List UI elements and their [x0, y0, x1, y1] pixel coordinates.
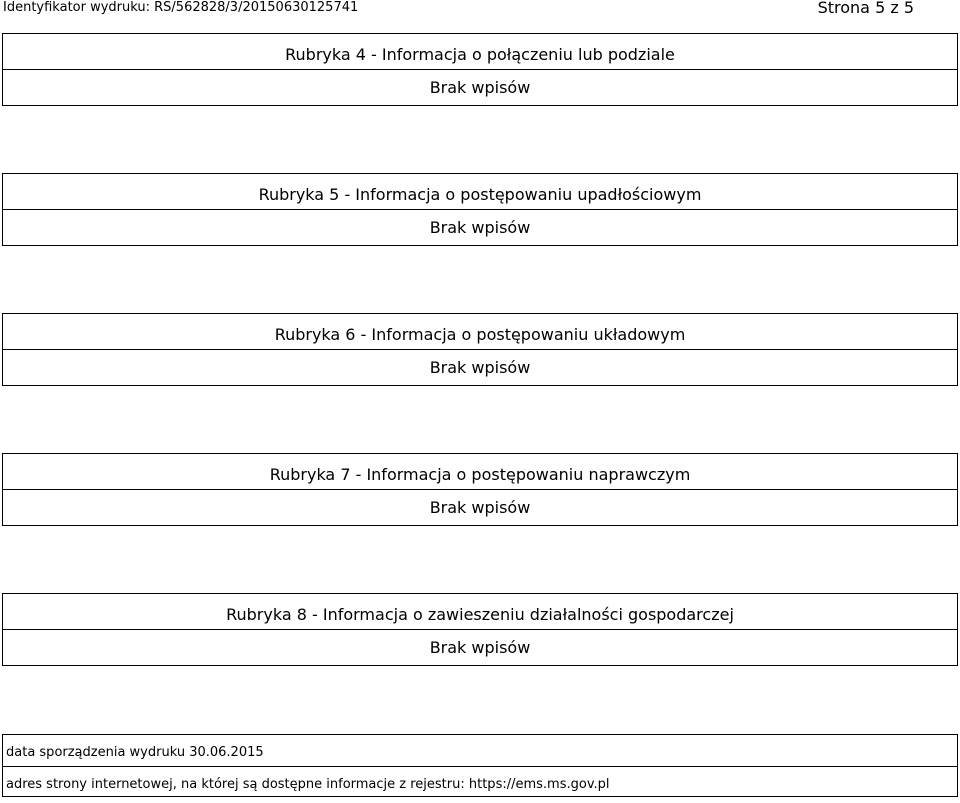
section-rubryka-4: [2, 33, 958, 106]
section-rubryka-5: [2, 173, 958, 246]
page-header: [0, 0, 960, 20]
section-value: Brak wpisów: [429, 218, 531, 237]
section-value: Brak wpisów: [429, 358, 531, 377]
section-value: Brak wpisów: [429, 78, 531, 97]
section-title: Rubryka 4 - Informacja o połączeniu lub podziale: [3, 34, 957, 70]
section-value: Brak wpisów: [429, 498, 531, 517]
print-identifier: Identyfikator wydruku: RS/562828/3/20150630125741: [3, 0, 359, 15]
section-title: Rubryka 8 - Informacja o zawieszeniu działalności gospodarczej: [3, 594, 957, 630]
section-rubryka-6: [2, 313, 958, 386]
section-rubryka-8: [2, 593, 958, 666]
registry-address: adres strony internetowej, na której są dostępne informacje z rejestru: https://ems.ms.gov.pl: [6, 777, 610, 792]
section-title: Rubryka 6 - Informacja o postępowaniu układowym: [3, 314, 957, 350]
section-rubryka-7: [2, 453, 958, 526]
print-footer: [2, 734, 958, 797]
page-counter: Strona 5 z 5: [817, 0, 914, 17]
section-title: Rubryka 7 - Informacja o postępowaniu naprawczym: [3, 454, 957, 490]
section-title: Rubryka 5 - Informacja o postępowaniu upadłościowym: [3, 174, 957, 210]
section-value: Brak wpisów: [429, 638, 531, 657]
print-date: data sporządzenia wydruku 30.06.2015: [6, 745, 264, 760]
